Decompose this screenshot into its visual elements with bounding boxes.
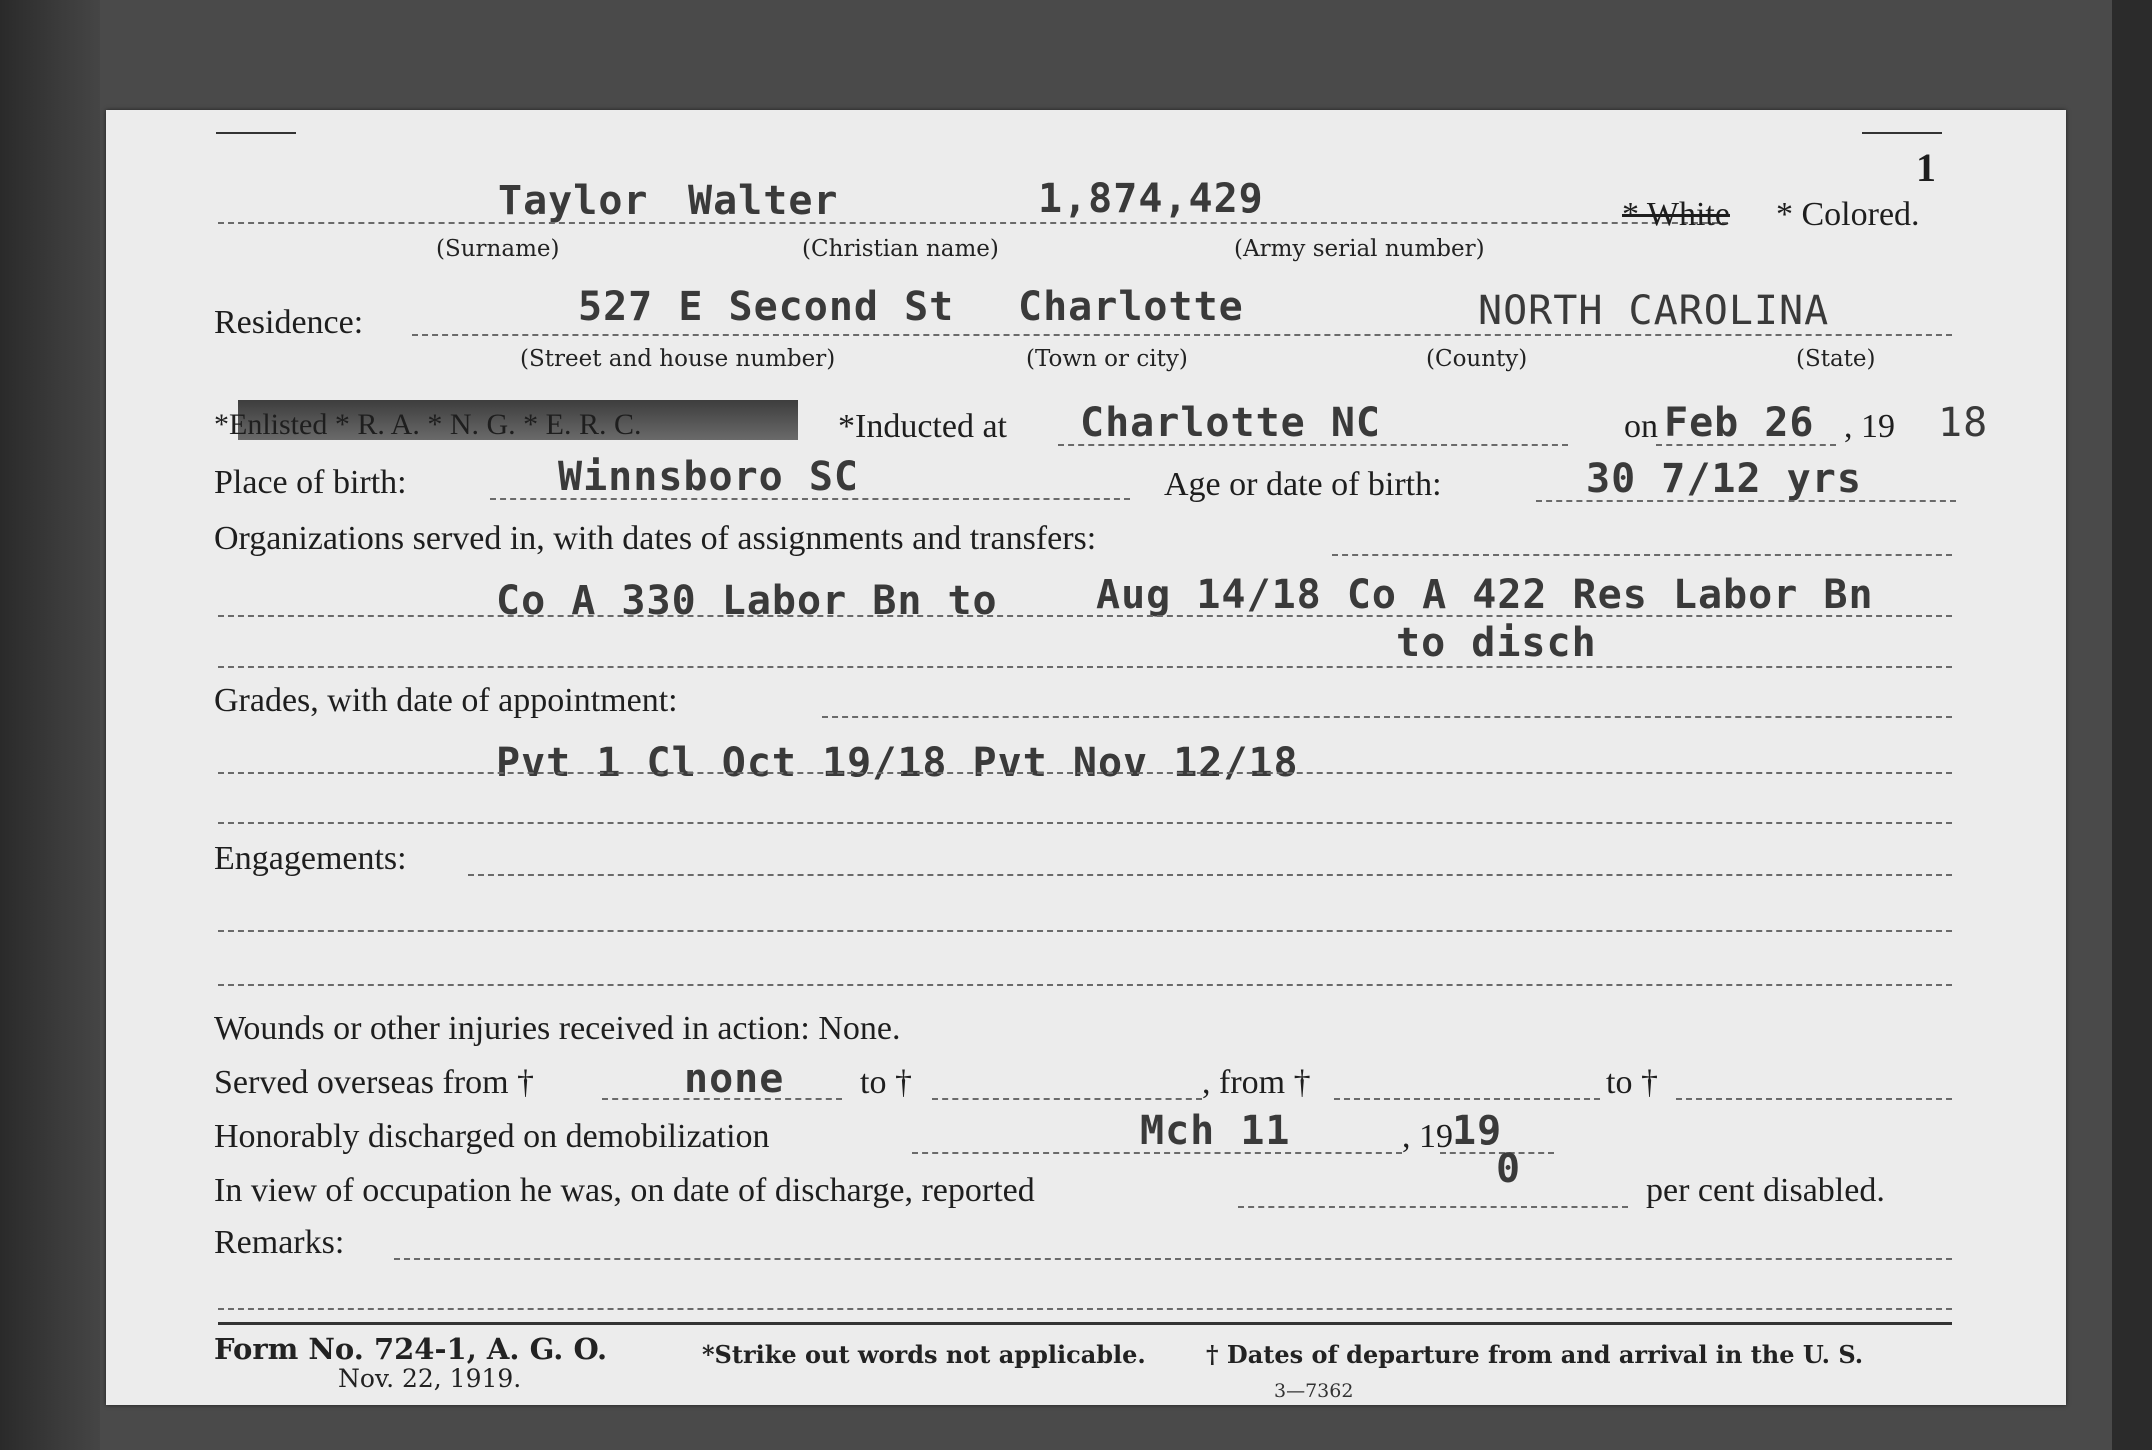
disability-dotted-line [1238, 1206, 1628, 1208]
overseas-to-line [932, 1098, 1202, 1100]
disability-value: 0 [1496, 1146, 1522, 1192]
residence-city: Charlotte [1018, 284, 1244, 330]
strike-note: *Strike out words not applicable. [702, 1340, 1146, 1369]
remarks-dotted-line [394, 1258, 1952, 1260]
place-of-birth-value: Winnsboro SC [558, 454, 859, 500]
disability-suffix: per cent disabled. [1646, 1172, 1885, 1209]
overseas-from-value: none [684, 1056, 785, 1102]
overseas-to2-line [1676, 1098, 1952, 1100]
white-label: * White [1622, 196, 1730, 233]
inducted-label: *Inducted at [838, 408, 1007, 445]
induction-date: Feb 26 [1664, 400, 1815, 446]
form-date: Nov. 22, 1919. [338, 1364, 522, 1393]
residence-dotted-line [412, 334, 1952, 336]
residence-label: Residence: [214, 304, 364, 341]
dagger-note: † Dates of departure from and arrival in the U. S. [1206, 1340, 1864, 1369]
overseas-from2-line [1334, 1098, 1600, 1100]
print-code: 3—7362 [1274, 1380, 1354, 1402]
engagements-label: Engagements: [214, 840, 407, 877]
footer-rule [218, 1322, 1952, 1325]
discharge-date: Mch 11 [1140, 1108, 1291, 1154]
engagements-row1-line [218, 930, 1952, 932]
grades-dotted-line [822, 716, 1952, 718]
organizations-line1: Co A 330 Labor Bn to [496, 578, 998, 624]
residence-street: 527 E Second St [578, 284, 955, 330]
name-dotted-line [218, 222, 1728, 224]
county-caption: (County) [1426, 346, 1528, 372]
overseas-from2-label: , from † [1202, 1064, 1311, 1101]
remarks-row2-line [218, 1308, 1952, 1310]
age-label: Age or date of birth: [1164, 466, 1442, 503]
state-caption: (State) [1796, 346, 1876, 372]
overseas-from-line [602, 1098, 842, 1100]
organizations-line1b: Aug 14/18 Co A 422 Res Labor Bn [1096, 572, 1874, 618]
induction-date-line [1656, 444, 1836, 446]
grades-value: Pvt 1 Cl Oct 19/18 Pvt Nov 12/18 [496, 740, 1299, 786]
discharge-date-line [912, 1152, 1402, 1154]
form-number: Form No. 724-1, A. G. O. [214, 1332, 608, 1366]
overseas-to2-label: to † [1606, 1064, 1658, 1101]
on-label: on [1624, 408, 1658, 445]
wounds-text: Wounds or other injuries received in action: None. [214, 1010, 901, 1047]
remarks-label: Remarks: [214, 1224, 345, 1261]
grades-label: Grades, with date of appointment: [214, 682, 678, 719]
street-caption: (Street and house number) [520, 346, 836, 372]
organizations-label: Organizations served in, with dates of assignments and transfers: [214, 520, 1097, 557]
induction-year-suffix: 18 [1938, 400, 1989, 446]
scan-edge-right [2112, 0, 2152, 1450]
organizations-row2-line [218, 666, 1952, 668]
age-value: 30 7/12 yrs [1586, 456, 1862, 502]
residence-state: NORTH CAROLINA [1478, 288, 1830, 334]
engagements-dotted-line [468, 874, 1952, 876]
overseas-to-label: to † [860, 1064, 912, 1101]
engagements-row2-line [218, 984, 1952, 986]
service-record-card [106, 110, 2066, 1405]
overseas-label: Served overseas from † [214, 1064, 535, 1101]
organizations-dotted-line [1332, 554, 1952, 556]
grades-row1-line [218, 772, 1952, 774]
induction-year-prefix: , 19 [1844, 408, 1895, 445]
disability-label: In view of occupation he was, on date of discharge, reported [214, 1172, 1035, 1209]
organizations-row1-line [218, 615, 1952, 617]
inducted-dotted-line [1058, 444, 1568, 446]
birth-dotted-line [490, 498, 1130, 500]
surname-value: Taylor [498, 178, 649, 224]
christian-name-value: Walter [688, 178, 839, 224]
christian-caption: (Christian name) [802, 236, 999, 262]
serial-number-value: 1,874,429 [1038, 176, 1264, 222]
card-number: 1 [1916, 145, 1936, 190]
organizations-line2: to disch [1396, 620, 1597, 666]
colored-label: * Colored. [1776, 196, 1920, 233]
discharge-year-suffix: 19 [1452, 1108, 1503, 1154]
age-dotted-line [1536, 500, 1956, 502]
enlisted-label: *Enlisted * R. A. * N. G. * E. R. C. [214, 408, 642, 441]
city-caption: (Town or city) [1026, 346, 1188, 372]
discharge-label: Honorably discharged on demobilization [214, 1118, 770, 1155]
scan-edge-left [0, 0, 100, 1450]
place-of-birth-label: Place of birth: [214, 464, 407, 501]
corner-rule-right [1862, 132, 1942, 134]
serial-caption: (Army serial number) [1234, 236, 1485, 262]
inducted-at-value: Charlotte NC [1080, 400, 1381, 446]
grades-row2-line [218, 822, 1952, 824]
discharge-year-prefix: , 19 [1402, 1118, 1453, 1155]
surname-caption: (Surname) [436, 236, 560, 262]
corner-rule-left [216, 132, 296, 134]
